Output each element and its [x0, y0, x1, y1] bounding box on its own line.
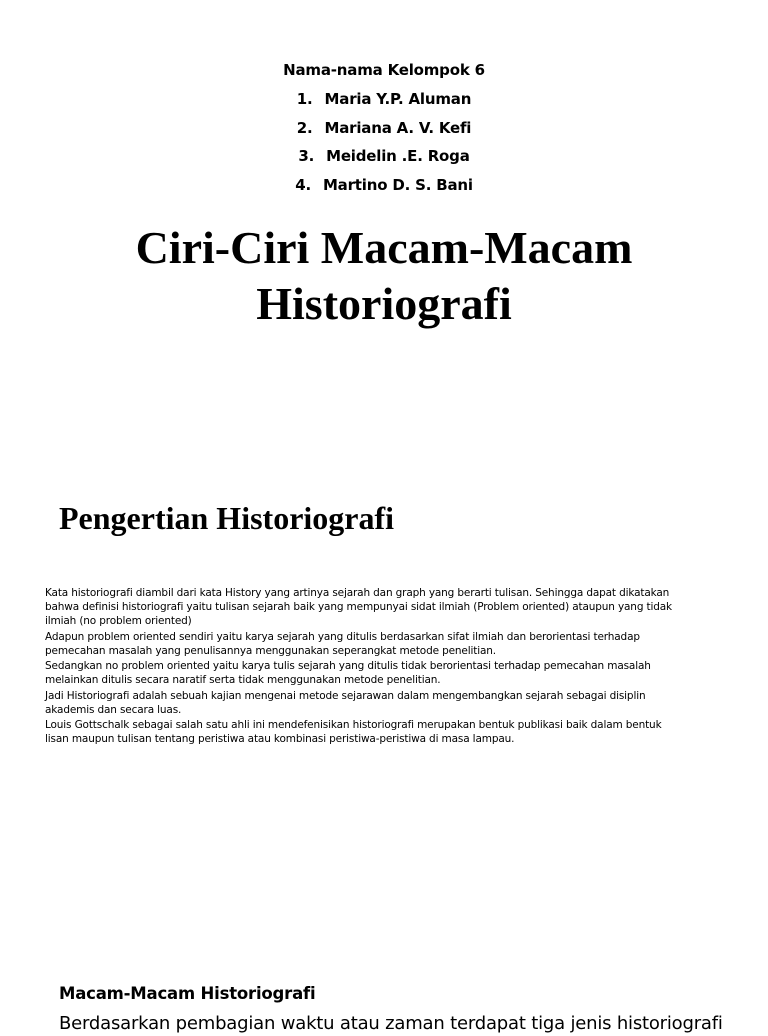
member-list — [0, 89, 768, 195]
list-item — [0, 118, 768, 138]
body-text — [45, 586, 685, 748]
member-name: Martino D. S. Bani — [322, 176, 473, 195]
page-title — [0, 220, 768, 332]
paragraph: Jadi Historiografi adalah sebuah kajian mengenai metode sejarawan dalam mengembangkan sejarah sebagai disiplin akademis dan secara luas. — [45, 689, 646, 716]
paragraph: Louis Gottschalk sebagai salah satu ahli ini mendefenisikan historiografi merupakan bentuk publikasi baik dalam bentuk lisan maupun tulisan tentang peristiwa atau kombinasi peristiwa-peristiwa di masa lampau. — [45, 719, 662, 745]
group-heading: Nama-nama Kelompok 6 — [283, 61, 485, 79]
member-number: 1. — [296, 90, 313, 108]
member-number: 3. — [298, 147, 315, 166]
member-name: Meidelin .E. Roga — [326, 147, 470, 166]
list-item — [0, 146, 768, 166]
member-name: Mariana A. V. Kefi — [324, 118, 472, 137]
member-name: Maria Y.P. Aluman — [324, 90, 472, 108]
member-number: 2. — [296, 118, 313, 137]
list-item — [0, 175, 768, 195]
group-members-block — [0, 60, 768, 204]
member-number: 4. — [295, 176, 311, 195]
page-title-line-2: Historiografi — [256, 278, 512, 329]
next-section-partial-line: Berdasarkan pembagian waktu atau zaman terdapat tiga jenis historiografi — [59, 1013, 723, 1034]
list-item — [0, 89, 768, 109]
page-title-line-1: Ciri-Ciri Macam-Macam — [135, 222, 633, 273]
paragraph: Adapun problem oriented sendiri yaitu karya sejarah yang ditulis berdasarkan sifat ilmiah dan berorientasi terhadap pemecahan masalah yang penulisannya menggunakan seperangkat metode penelitian. — [45, 630, 640, 657]
section-heading: Pengertian Historiografi — [59, 500, 395, 536]
next-section-heading: Macam-Macam Historiografi — [59, 984, 316, 1003]
paragraph: Kata historiografi diambil dari kata History yang artinya sejarah dan graph yang berarti tulisan. Sehingga dapat dikatakan bahwa definisi historiografi yaitu tulisan sejarah baik yang mempunyai sidat ilmiah (Problem oriented) ataupun yang tidak ilmiah (no problem oriented) — [45, 587, 672, 627]
paragraph: Sedangkan no problem oriented yaitu karya tulis sejarah yang ditulis tidak berorientasi terhadap pemecahan masalah melainkan ditulis secara naratif serta tidak menggunakan metode penelitian. — [45, 660, 651, 686]
